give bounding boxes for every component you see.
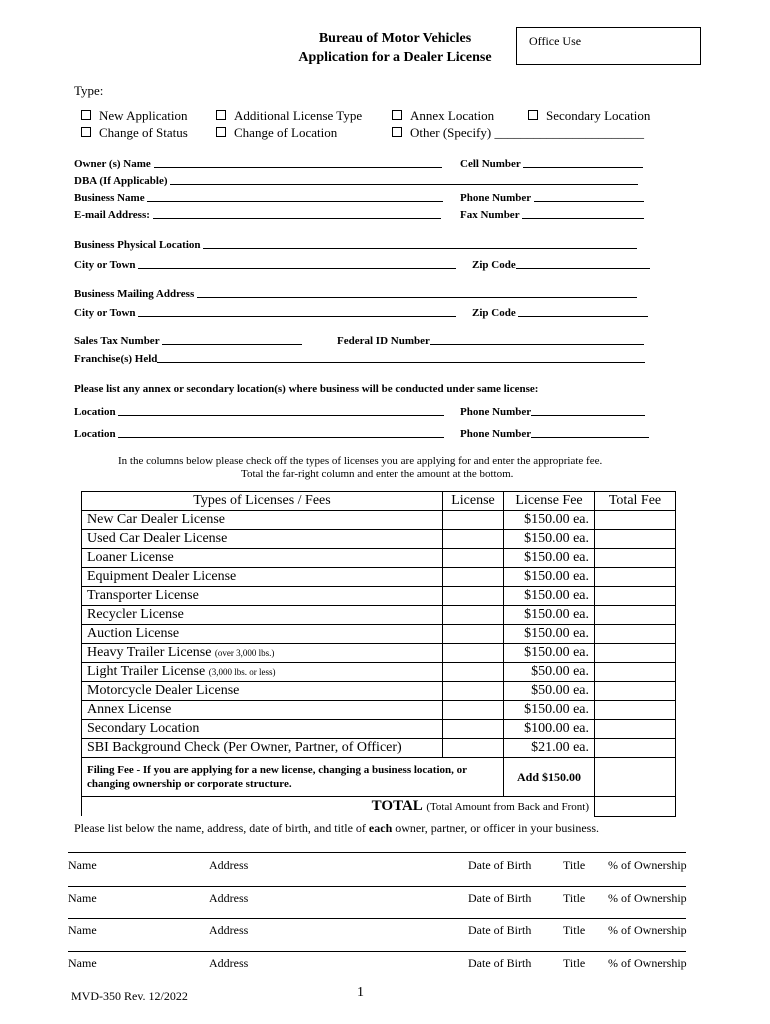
table-row: [82, 663, 676, 682]
license-total-cell[interactable]: [595, 720, 676, 739]
license-check-cell[interactable]: [443, 701, 504, 720]
mailing-city-field[interactable]: City or Town: [74, 306, 456, 319]
table-row: [82, 720, 676, 739]
license-name: Auction License: [87, 626, 180, 641]
license-fee: $150.00 ea.: [504, 530, 595, 549]
table-row: [82, 568, 676, 587]
option-additional-license-type[interactable]: Additional License Type: [216, 108, 362, 124]
owner-column-label: Name: [68, 956, 97, 970]
license-total-cell[interactable]: [595, 663, 676, 682]
header-total-fee: Total Fee: [595, 492, 676, 511]
table-row: [82, 682, 676, 701]
filing-fee-row: [82, 758, 676, 797]
license-check-cell[interactable]: [443, 720, 504, 739]
license-check-cell[interactable]: [443, 644, 504, 663]
dba-field[interactable]: DBA (If Applicable): [74, 174, 638, 187]
office-use-box: [516, 27, 701, 65]
owner-column-label: Date of Birth: [468, 923, 532, 937]
annex-phone-2[interactable]: Phone Number: [460, 427, 649, 440]
owner-row-line: [68, 918, 686, 919]
checkbox-icon[interactable]: [216, 127, 226, 137]
table-row: [82, 644, 676, 663]
license-fee: $150.00 ea.: [504, 549, 595, 568]
owner-column-label: Name: [68, 923, 97, 937]
checkbox-icon[interactable]: [392, 127, 402, 137]
license-check-cell[interactable]: [443, 606, 504, 625]
type-label: Type:: [74, 83, 104, 98]
license-name: Motorcycle Dealer License: [87, 683, 240, 698]
license-name: Transporter License: [87, 588, 199, 603]
owner-column-label: Address: [209, 858, 249, 872]
owner-row-line: [68, 886, 686, 887]
mailing-address-field[interactable]: Business Mailing Address: [74, 287, 637, 300]
license-check-cell[interactable]: [443, 587, 504, 606]
owner-column-label: % of Ownership: [608, 858, 687, 872]
sales-tax-field[interactable]: Sales Tax Number: [74, 334, 302, 347]
owner-row-line: [68, 852, 686, 853]
license-check-cell[interactable]: [443, 625, 504, 644]
owner-column-label: Name: [68, 891, 97, 905]
owner-column-label: Date of Birth: [468, 891, 532, 905]
physical-zip-field[interactable]: Zip Code: [472, 258, 650, 271]
license-check-cell[interactable]: [443, 739, 504, 758]
license-name-cell: [82, 682, 443, 701]
license-name-cell: [82, 568, 443, 587]
header-types: Types of Licenses / Fees: [82, 492, 443, 511]
license-fee: $100.00 ea.: [504, 720, 595, 739]
license-total-cell[interactable]: [595, 644, 676, 663]
license-check-cell[interactable]: [443, 530, 504, 549]
checkbox-icon[interactable]: [81, 110, 91, 120]
owner-column-label: Date of Birth: [468, 956, 532, 970]
office-use-label: Office Use: [529, 34, 582, 48]
instructions-line-1: In the columns below please check off the types of licenses you are applying for and enter the appropriate fee.: [118, 455, 603, 467]
option-other-specify[interactable]: Other (Specify) _______________________: [392, 125, 644, 141]
header-license: License: [443, 492, 504, 511]
license-name-cell: [82, 644, 443, 663]
owner-column-label: Address: [209, 956, 249, 970]
annex-location-2[interactable]: Location: [74, 427, 444, 440]
table-row: [82, 587, 676, 606]
license-total-cell[interactable]: [595, 587, 676, 606]
email-field[interactable]: E-mail Address:: [74, 208, 441, 221]
license-name-cell: [82, 606, 443, 625]
license-check-cell[interactable]: [443, 663, 504, 682]
license-name-cell: [82, 739, 443, 758]
license-fee: $150.00 ea.: [504, 587, 595, 606]
license-name: Secondary Location: [87, 721, 200, 736]
license-name: Annex License: [87, 702, 172, 717]
table-row: [82, 549, 676, 568]
annex-location-1[interactable]: Location: [74, 405, 444, 418]
physical-location-field[interactable]: Business Physical Location: [74, 238, 637, 251]
total-row: [82, 797, 676, 817]
license-fee: $150.00 ea.: [504, 606, 595, 625]
license-name-cell: [82, 625, 443, 644]
owner-column-label: Date of Birth: [468, 858, 532, 872]
owner-column-label: % of Ownership: [608, 956, 687, 970]
owner-column-label: Address: [209, 891, 249, 905]
cell-number-field[interactable]: Cell Number: [460, 157, 643, 170]
owner-column-label: Title: [563, 891, 586, 905]
phone-number-field[interactable]: Phone Number: [460, 191, 644, 204]
license-name: Recycler License: [87, 607, 184, 622]
option-change-of-location[interactable]: Change of Location: [216, 125, 337, 141]
owner-column-label: Address: [209, 923, 249, 937]
owners-prompt: Please list below the name, address, date of birth, and title of each owner, partner, or officer in your business.: [74, 821, 600, 835]
table-row: [82, 701, 676, 720]
title-line-2: Application for a Dealer License: [298, 50, 492, 65]
owner-column-label: % of Ownership: [608, 923, 687, 937]
license-fee: $21.00 ea.: [504, 739, 595, 758]
form-id: MVD-350 Rev. 12/2022: [71, 989, 188, 1003]
annex-phone-1[interactable]: Phone Number: [460, 405, 645, 418]
license-total-cell[interactable]: [595, 701, 676, 720]
license-total-cell[interactable]: [595, 625, 676, 644]
license-total-cell[interactable]: [595, 739, 676, 758]
page-number: 1: [357, 985, 364, 1000]
table-row: [82, 625, 676, 644]
owner-column-label: Name: [68, 858, 97, 872]
license-total-cell[interactable]: [595, 568, 676, 587]
franchise-field[interactable]: Franchise(s) Held: [74, 352, 645, 365]
license-note: (3,000 lbs. or less): [208, 667, 276, 677]
table-row: [82, 739, 676, 758]
business-name-field[interactable]: Business Name: [74, 191, 443, 204]
license-fee: $150.00 ea.: [504, 625, 595, 644]
federal-id-field[interactable]: Federal ID Number: [337, 334, 644, 347]
annex-prompt: Please list any annex or secondary location(s) where business will be conducted under same license:: [74, 383, 539, 395]
table-row: [82, 511, 676, 530]
fax-number-field[interactable]: Fax Number: [460, 208, 644, 221]
mailing-zip-field[interactable]: Zip Code: [472, 306, 648, 319]
checkbox-icon[interactable]: [81, 127, 91, 137]
license-fee: $150.00 ea.: [504, 644, 595, 663]
checkbox-icon[interactable]: [528, 110, 538, 120]
table-row: [82, 606, 676, 625]
license-check-cell[interactable]: [443, 549, 504, 568]
license-table: [81, 491, 676, 817]
license-check-cell[interactable]: [443, 568, 504, 587]
filing-total-cell[interactable]: [595, 758, 676, 797]
license-check-cell[interactable]: [443, 682, 504, 701]
license-total-cell[interactable]: [595, 606, 676, 625]
license-total-cell[interactable]: [595, 530, 676, 549]
owner-column-label: Title: [563, 923, 586, 937]
license-name: Used Car Dealer License: [87, 531, 228, 546]
license-name-cell: [82, 530, 443, 549]
owner-column-label: Title: [563, 956, 586, 970]
license-name: Loaner License: [87, 550, 174, 565]
license-name-cell: [82, 587, 443, 606]
owner-column-label: Title: [563, 858, 586, 872]
total-label-cell: [82, 797, 595, 817]
license-name: New Car Dealer License: [87, 512, 225, 527]
instructions-line-2: Total the far-right column and enter the amount at the bottom.: [241, 468, 514, 480]
license-name-cell: [82, 549, 443, 568]
license-total-cell[interactable]: [595, 549, 676, 568]
license-name: Equipment Dealer License: [87, 569, 237, 584]
filing-fee-text: Filing Fee - If you are applying for a new license, changing a business location, or changing ownership or corporate structure.: [82, 758, 504, 797]
license-name-cell: [82, 663, 443, 682]
total-note: (Total Amount from Back and Front): [426, 801, 589, 813]
table-header-row: [82, 492, 676, 511]
license-name-cell: [82, 701, 443, 720]
license-name: Light Trailer License: [87, 664, 206, 679]
license-name: SBI Background Check (Per Owner, Partner, of Officer): [87, 740, 402, 755]
title-line-1: Bureau of Motor Vehicles: [318, 31, 472, 46]
license-name-cell: [82, 720, 443, 739]
table-row: [82, 530, 676, 549]
license-name: Heavy Trailer License: [87, 645, 212, 660]
option-change-of-status[interactable]: Change of Status: [81, 125, 188, 141]
license-name-cell: [82, 511, 443, 530]
license-check-cell[interactable]: [443, 511, 504, 530]
license-fee: $50.00 ea.: [504, 663, 595, 682]
checkbox-icon[interactable]: [216, 110, 226, 120]
header-license-fee: License Fee: [504, 492, 595, 511]
license-fee: $150.00 ea.: [504, 511, 595, 530]
license-fee: $50.00 ea.: [504, 682, 595, 701]
filing-fee-amount: Add $150.00: [504, 758, 595, 797]
checkbox-icon[interactable]: [392, 110, 402, 120]
license-total-cell[interactable]: [595, 682, 676, 701]
physical-city-field[interactable]: City or Town: [74, 258, 456, 271]
total-label: TOTAL: [371, 798, 423, 814]
license-fee: $150.00 ea.: [504, 701, 595, 720]
option-secondary-location[interactable]: Secondary Location: [528, 108, 650, 124]
license-note: (over 3,000 lbs.): [214, 648, 275, 658]
owner-row-line: [68, 951, 686, 952]
total-amount-cell[interactable]: [595, 797, 676, 817]
license-total-cell[interactable]: [595, 511, 676, 530]
option-annex-location[interactable]: Annex Location: [392, 108, 494, 124]
license-fee: $150.00 ea.: [504, 568, 595, 587]
option-new-application[interactable]: New Application: [81, 108, 187, 124]
owner-column-label: % of Ownership: [608, 891, 687, 905]
owner-name-field[interactable]: Owner (s) Name: [74, 157, 442, 170]
